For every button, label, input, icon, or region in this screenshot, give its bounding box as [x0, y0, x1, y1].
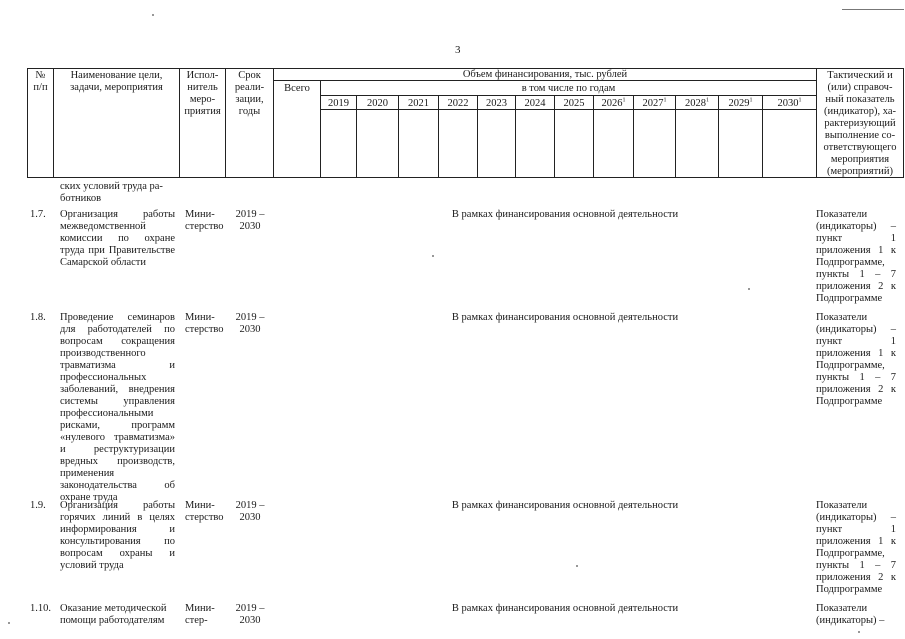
row-executor: Мини- стер-: [185, 603, 215, 626]
header-year: 2028$^1$: [685, 97, 709, 109]
table-header: [27, 68, 904, 178]
row-finance: В рамках финансирования основной деятельности: [451, 312, 679, 323]
row-indicator: Показатели (индикаторы) – пункт 1 приложения 1 к Подпрограмме, пункты 1 – 7 приложения 2 к Подпрограмме: [816, 209, 896, 304]
header-finance-title: Объем финансирования, тыс. рублей: [462, 69, 628, 80]
row-number: 1.10.: [30, 603, 51, 614]
header-executor: Испол- нитель меро- приятия: [184, 70, 221, 117]
scan-speck: [748, 288, 750, 290]
header-year: 2020: [367, 98, 388, 109]
header-total: Всего: [284, 83, 310, 94]
row-term: 2019 – 2030: [235, 312, 265, 335]
row-name: Организация работы горячих линий в целях информирования и консультирования по вопросам охраны и условий труда: [60, 500, 175, 571]
header-name: Наименование цели, задачи, мероприятия: [70, 70, 163, 93]
row-number: 1.7.: [30, 209, 46, 220]
continuation-text: ских условий труда ра- ботников: [60, 181, 163, 204]
header-indicator: Тактический и (или) справоч- ный показатель (индикатор), ха- рактеризующий выполнение со- ответствующего мероприятия (мероприятий): [823, 70, 897, 177]
row-name: Организация работы межведомственной комиссии по охране труда при Правительстве Самарской области: [60, 209, 175, 268]
row-indicator: Показатели (индикаторы) – пункт 1 приложения 1 к Подпрограмме, пункты 1 – 7 приложения 2 к Подпрограмме: [816, 500, 896, 595]
header-year: 2030$^1$: [777, 97, 802, 109]
scan-speck: [576, 565, 578, 567]
row-finance: В рамках финансирования основной деятельности: [451, 209, 679, 220]
row-term: 2019 – 2030: [235, 500, 265, 523]
scan-artifact-line: [842, 9, 904, 10]
row-name: Проведение семинаров для работодателей по вопросам сокращения производственного травматизма и профессиональных заболеваний, внедрения системы управления профессиональными рисками, программ «нулевого травматизма» и реструктуризации вредных производств, применения законодательства об охране труда: [60, 312, 175, 503]
page-number: 3: [455, 44, 461, 56]
scan-speck: [8, 622, 10, 624]
row-number: 1.8.: [30, 312, 46, 323]
header-num: № п/п: [33, 70, 48, 93]
row-indicator: Показатели (индикаторы) – пункт 1 приложения 1 к Подпрограмме, пункты 1 – 7 приложения 2 к Подпрограмме: [816, 312, 896, 407]
header-year: 2025: [563, 98, 585, 109]
row-term: 2019 – 2030: [235, 209, 265, 232]
row-term: 2019 – 2030: [235, 603, 265, 626]
row-finance: В рамках финансирования основной деятельности: [451, 603, 679, 614]
header-term: Срок реали- зации, годы: [234, 70, 265, 117]
header-year: 2026$^1$: [601, 97, 626, 109]
header-year: 2023: [486, 98, 507, 109]
header-year: 2019: [328, 98, 349, 109]
row-finance: В рамках финансирования основной деятельности: [451, 500, 679, 511]
row-executor: Мини- стерство: [185, 209, 224, 232]
row-indicator: Показатели (индикаторы) –: [816, 603, 885, 626]
header-year: 2024: [524, 98, 546, 109]
header-year: 2022: [447, 98, 469, 109]
row-number: 1.9.: [30, 500, 46, 511]
scan-speck: [432, 255, 434, 257]
scan-speck: [858, 631, 860, 633]
row-executor: Мини- стерство: [185, 312, 224, 335]
scan-speck: [152, 14, 154, 16]
header-by-years: в том числе по годам: [521, 83, 616, 94]
header-year: 2027$^1$: [642, 97, 667, 109]
header-year: 2029$^1$: [728, 97, 753, 109]
row-name: Оказание методической помощи работодателям: [60, 603, 167, 626]
row-executor: Мини- стерство: [185, 500, 224, 523]
header-year: 2021: [408, 98, 429, 109]
